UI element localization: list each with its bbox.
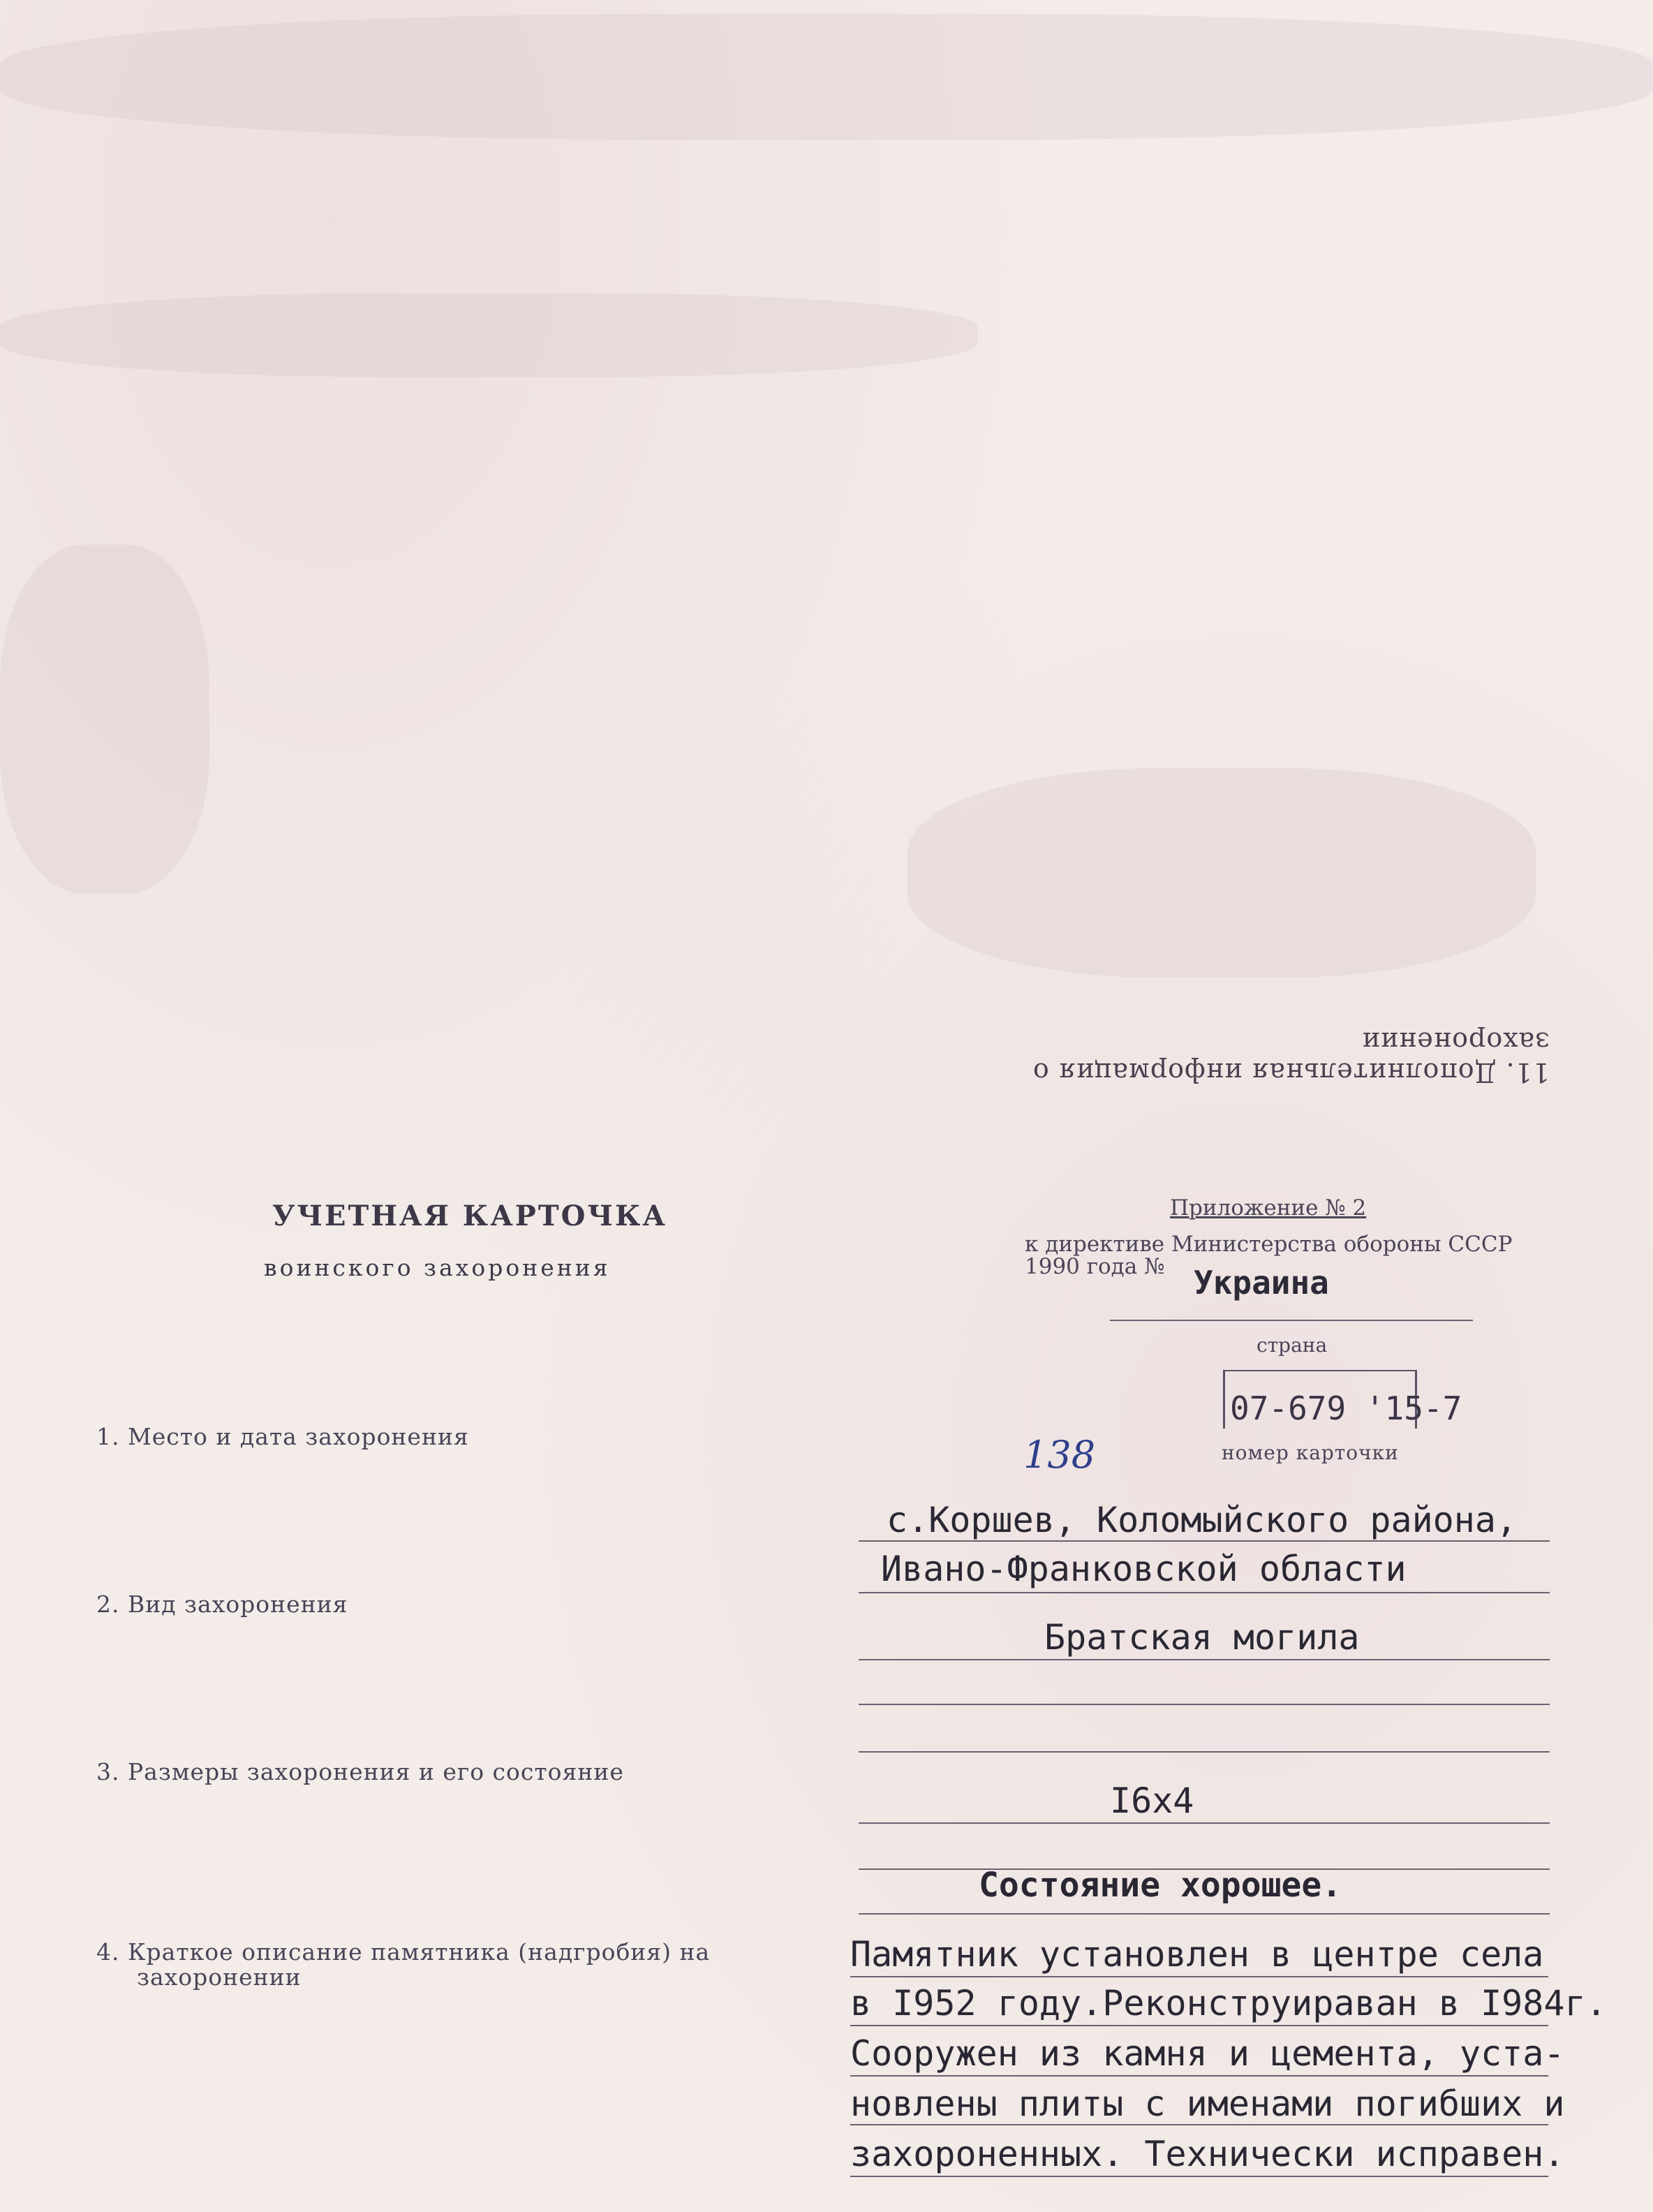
directive-line-1: к директиве Министерства обороны СССР (1025, 1232, 1513, 1257)
monument-line-2: в I952 году.Реконструираван в I984г. (850, 1983, 1607, 2023)
field-line (850, 2075, 1548, 2077)
appendix-label: Приложение № 2 (1170, 1195, 1367, 1221)
handwritten-number: 138 (1023, 1433, 1096, 1477)
directive-line-2: 1990 года № (1025, 1254, 1165, 1279)
card-number-label: номер карточки (1222, 1441, 1399, 1464)
field-line (850, 2025, 1548, 2026)
paper-stain (0, 545, 209, 894)
paper-stain (0, 293, 977, 377)
back-side-additional-info-heading: 11. Дополнительная информация о захоронении (1032, 1026, 1550, 1088)
monument-line-3: Сооружен из камня и цемента, уста- (850, 2033, 1565, 2074)
field-line (859, 1659, 1550, 1660)
burial-type-label: 2. Вид захоронения (96, 1591, 348, 1618)
monument-line-5: захороненных. Технически исправен. (850, 2134, 1565, 2174)
burial-type-value: Братская могила (1044, 1617, 1360, 1658)
field-line (850, 1976, 1548, 1977)
size-label: 3. Размеры захоронения и его состояние (96, 1758, 624, 1785)
place-line-1: с.Коршев, Коломыйского района, (887, 1500, 1518, 1540)
field-line (859, 1704, 1550, 1705)
card-title: УЧЕТНАЯ КАРТОЧКА (272, 1200, 667, 1232)
monument-label-line-1: 4. Краткое описание памятника (надгробия) на (96, 1938, 711, 1966)
paper-stain (0, 14, 1653, 140)
field-line (859, 1822, 1550, 1824)
place-line-2: Ивано-Франковской области (881, 1549, 1407, 1589)
field-line (859, 1913, 1550, 1915)
paper-stain (907, 768, 1536, 978)
field-line (850, 2176, 1548, 2177)
field-line (859, 1592, 1550, 1593)
monument-line-4: новлены плиты с именами погибших и (850, 2084, 1565, 2124)
place-label: 1. Место и дата захоронения (96, 1423, 469, 1450)
country-label: страна (1257, 1334, 1328, 1357)
monument-label-line-2: захоронении (137, 1963, 302, 1991)
country-underline (1110, 1320, 1473, 1321)
country-value: Украина (1194, 1264, 1329, 1302)
monument-line-1: Памятник установлен в центре села (850, 1934, 1544, 1975)
size-condition: Состояние хорошее. (979, 1866, 1342, 1905)
field-line (850, 2124, 1548, 2125)
card-subtitle: воинского захоронения (264, 1254, 611, 1281)
size-dimensions: I6x4 (1110, 1780, 1194, 1821)
field-line (859, 1751, 1550, 1753)
field-line (859, 1540, 1550, 1542)
card-number: 07-679 '15-7 (1230, 1389, 1462, 1427)
